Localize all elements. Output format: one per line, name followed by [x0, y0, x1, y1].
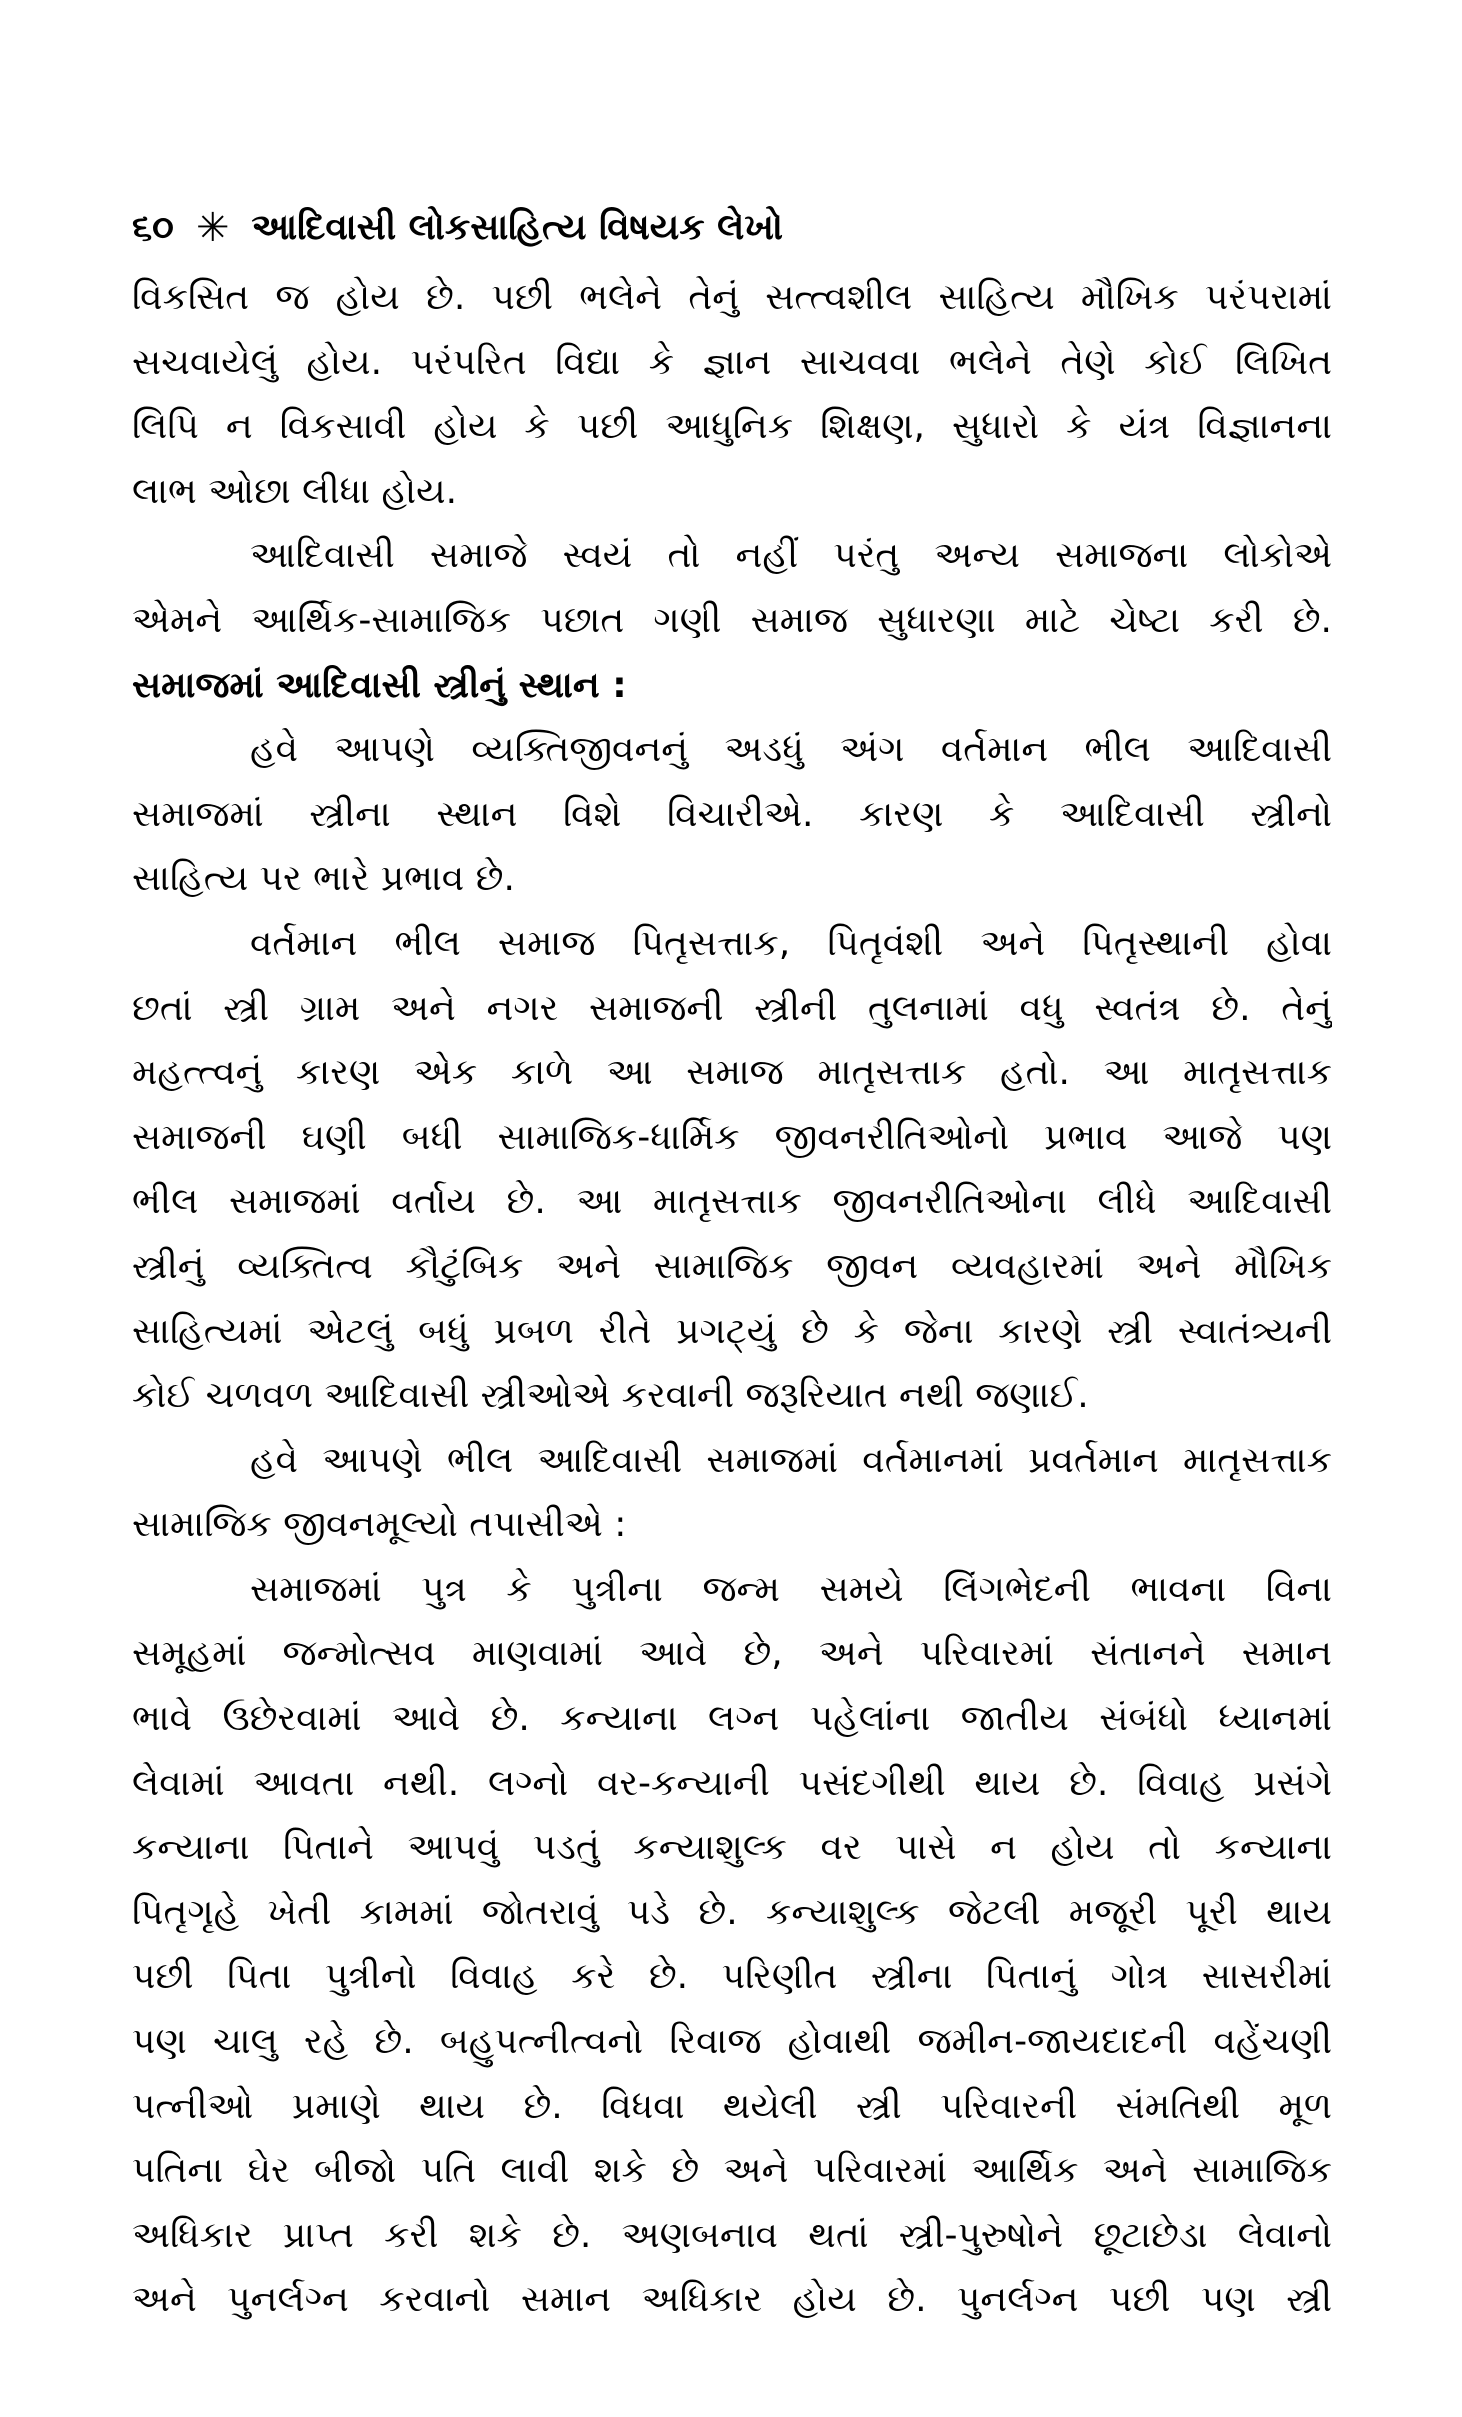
text-line: સમૂહમાં જન્મોત્સવ માણવામાં આવે છે, અને પરિવારમાં સંતાનને સમાન	[132, 1633, 1332, 1675]
text-line: ભાવે ઉછેરવામાં આવે છે. કન્યાના લગ્ન પહેલાંના જાતીય સંબંધો ધ્યાનમાં	[132, 1698, 1332, 1740]
body-text	[132, 266, 1332, 2333]
text-line: કન્યાના પિતાને આપવું પડતું કન્યાશુલ્ક વર પાસે ન હોય તો કન્યાના	[132, 1827, 1332, 1869]
text-line: પછી પિતા પુત્રીનો વિવાહ કરે છે. પરિણીત સ્ત્રીના પિતાનું ગોત્ર સાસરીમાં	[132, 1956, 1332, 1998]
text-line: સમાજમાં સ્ત્રીના સ્થાન વિશે વિચારીએ. કારણ કે આદિવાસી સ્ત્રીનો	[132, 793, 1332, 835]
text-line: સ્ત્રીનું વ્યક્તિત્વ કૌટુંબિક અને સામાજિક જીવન વ્યવહારમાં અને મૌખિક	[132, 1245, 1332, 1287]
text-line: વિકસિત જ હોય છે. પછી ભલેને તેનું સત્ત્વશીલ સાહિત્ય મૌખિક પરંપરામાં	[132, 277, 1332, 318]
text-line: છતાં સ્ત્રી ગ્રામ અને નગર સમાજની સ્ત્રીની તુલનામાં વધુ સ્વતંત્ર છે. તેનું	[132, 987, 1332, 1029]
text-line: હવે આપણે વ્યક્તિજીવનનું અડધું અંગ વર્તમાન ભીલ આદિવાસી	[250, 729, 1332, 771]
running-title: આદિવાસી લોકસાહિત્ય વિષયક લેખો	[251, 207, 783, 248]
page-number: ૬૦	[132, 207, 174, 248]
text-line: પિતૃગૃહે ખેતી કામમાં જોતરાવું પડે છે. કન્યાશુલ્ક જેટલી મજૂરી પૂરી થાય	[132, 1891, 1332, 1933]
book-page	[132, 196, 1332, 2333]
text-line: સમાજની ઘણી બધી સામાજિક-ધાર્મિક જીવનરીતિઓનો પ્રભાવ આજે પણ	[132, 1116, 1332, 1158]
text-line: લાભ ઓછા લીધા હોય.	[132, 470, 458, 512]
text-line: અને પુનર્લગ્ન કરવાનો સમાન અધિકાર હોય છે. પુનર્લગ્ન પછી પણ સ્ત્રી	[132, 2279, 1332, 2321]
text-line: સાહિત્યમાં એટલું બધું પ્રબળ રીતે પ્રગટ્યું છે કે જેના કારણે સ્ત્રી સ્વાતંત્ર્યની	[132, 1310, 1332, 1352]
asterisk-ornament-icon: ✳	[195, 205, 230, 251]
text-line: અધિકાર પ્રાપ્ત કરી શકે છે. અણબનાવ થતાં સ્ત્રી-પુરુષોને છૂટાછેડા લેવાનો	[132, 2214, 1332, 2256]
text-line: પત્નીઓ પ્રમાણે થાય છે. વિધવા થયેલી સ્ત્રી પરિવારની સંમતિથી મૂળ	[132, 2085, 1332, 2127]
text-line: એમને આર્થિક-સામાજિક પછાત ગણી સમાજ સુધારણા માટે ચેષ્ટા કરી છે.	[132, 599, 1332, 641]
text-line: પતિના ઘેર બીજો પતિ લાવી શકે છે અને પરિવારમાં આર્થિક અને સામાજિક	[132, 2150, 1332, 2192]
text-line: વર્તમાન ભીલ સમાજ પિતૃસત્તાક, પિતૃવંશી અને પિતૃસ્થાની હોવા	[250, 922, 1332, 964]
text-line: લિપિ ન વિકસાવી હોય કે પછી આધુનિક શિક્ષણ, સુધારો કે યંત્ર વિજ્ઞાનના	[132, 406, 1332, 448]
text-line: સચવાયેલું હોય. પરંપરિત વિદ્યા કે જ્ઞાન સાચવવા ભલેને તેણે કોઈ લિખિત	[132, 341, 1332, 383]
text-line: મહત્ત્વનું કારણ એક કાળે આ સમાજ માતૃસત્તાક હતો. આ માતૃસત્તાક	[132, 1052, 1332, 1094]
text-line: સાહિત્ય પર ભારે પ્રભાવ છે.	[132, 858, 515, 900]
text-line: સમાજમાં પુત્ર કે પુત્રીના જન્મ સમયે લિંગભેદની ભાવના વિના	[250, 1568, 1332, 1610]
section-heading: સમાજમાં આદિવાસી સ્ત્રીનું સ્થાન :	[132, 664, 627, 706]
text-line: આદિવાસી સમાજે સ્વયં તો નહીં પરંતુ અન્ય સમાજના લોકોએ	[250, 535, 1332, 577]
text-line: પણ ચાલુ રહે છે. બહુપત્નીત્વનો રિવાજ હોવાથી જમીન-જાયદાદની વહેંચણી	[132, 2021, 1332, 2063]
text-line: લેવામાં આવતા નથી. લગ્નો વર-કન્યાની પસંદગીથી થાય છે. વિવાહ પ્રસંગે	[132, 1762, 1332, 1804]
text-line: સામાજિક જીવનમૂલ્યો તપાસીએ :	[132, 1504, 627, 1546]
running-header	[132, 196, 1332, 260]
text-line: હવે આપણે ભીલ આદિવાસી સમાજમાં વર્તમાનમાં પ્રવર્તમાન માતૃસત્તાક	[250, 1439, 1332, 1481]
text-line: ભીલ સમાજમાં વર્તાય છે. આ માતૃસત્તાક જીવનરીતિઓના લીધે આદિવાસી	[132, 1181, 1332, 1223]
text-line: કોઈ ચળવળ આદિવાસી સ્ત્રીઓએ કરવાની જરૂરિયાત નથી જણાઈ.	[132, 1375, 1089, 1417]
